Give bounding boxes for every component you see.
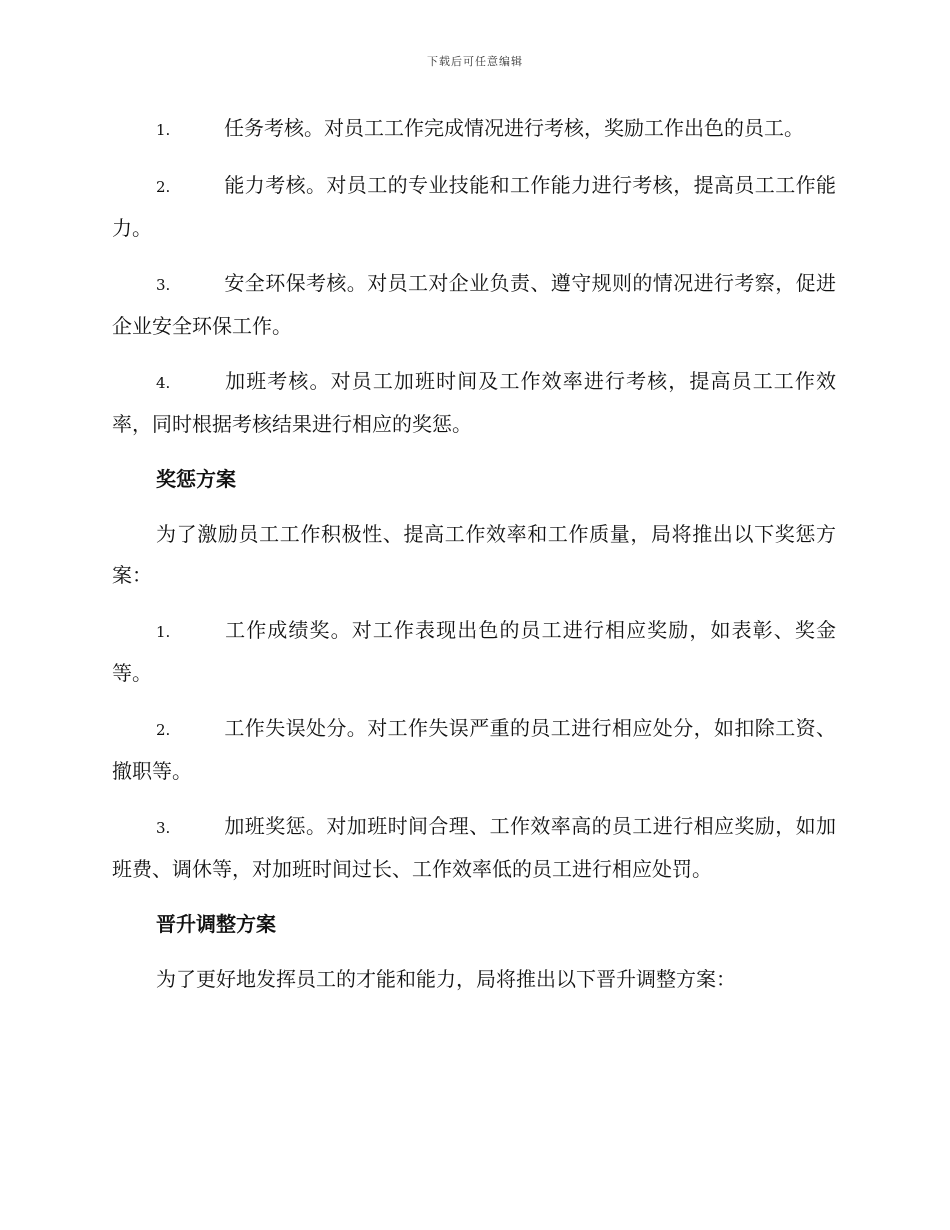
list-number: 3.: [156, 819, 171, 837]
section-intro: 为了激励员工工作积极性、提高工作效率和工作质量，局将推出以下奖惩方案：: [112, 522, 836, 587]
section-heading-rewards: 奖惩方案: [156, 467, 236, 491]
list-item: [112, 108, 836, 151]
list-number: 2.: [156, 721, 171, 739]
list-item-text: 任务考核。对员工工作完成情况进行考核，奖励工作出色的员工。: [224, 116, 804, 140]
list-item-text: 加班考核。对员工加班时间及工作效率进行考核，提高员工工作效率，同时根据考核结果进行相应的奖惩。: [112, 369, 836, 436]
page-header: 下载后可任意编辑: [427, 55, 523, 68]
section-intro: 为了更好地发挥员工的才能和能力，局将推出以下晋升调整方案：: [156, 967, 736, 991]
list-number: 4.: [156, 374, 171, 392]
list-item-text: 安全环保考核。对员工对企业负责、遵守规则的情况进行考察，促进企业安全环保工作。: [112, 271, 836, 338]
list-number: 1.: [156, 623, 171, 641]
list-item: [112, 708, 836, 792]
list-item: [112, 165, 836, 249]
document-body: [112, 108, 836, 1014]
list-item-text: 工作失误处分。对工作失误严重的员工进行相应处分，如扣除工资、撤职等。: [112, 716, 836, 783]
list-item: [112, 361, 836, 445]
list-item: [112, 806, 836, 890]
section-heading-promotion: 晋升调整方案: [156, 912, 276, 936]
list-item-text: 能力考核。对员工的专业技能和工作能力进行考核，提高员工工作能力。: [112, 173, 836, 240]
list-number: 2.: [156, 178, 171, 196]
list-item-text: 加班奖惩。对加班时间合理、工作效率高的员工进行相应奖励，如加班费、调休等，对加班时间过长、工作效率低的员工进行相应处罚。: [112, 814, 836, 881]
list-item-text: 工作成绩奖。对工作表现出色的员工进行相应奖励，如表彰、奖金等。: [112, 618, 836, 685]
list-item: [112, 610, 836, 694]
list-number: 1.: [156, 121, 171, 139]
list-item: [112, 263, 836, 347]
list-number: 3.: [156, 276, 171, 294]
